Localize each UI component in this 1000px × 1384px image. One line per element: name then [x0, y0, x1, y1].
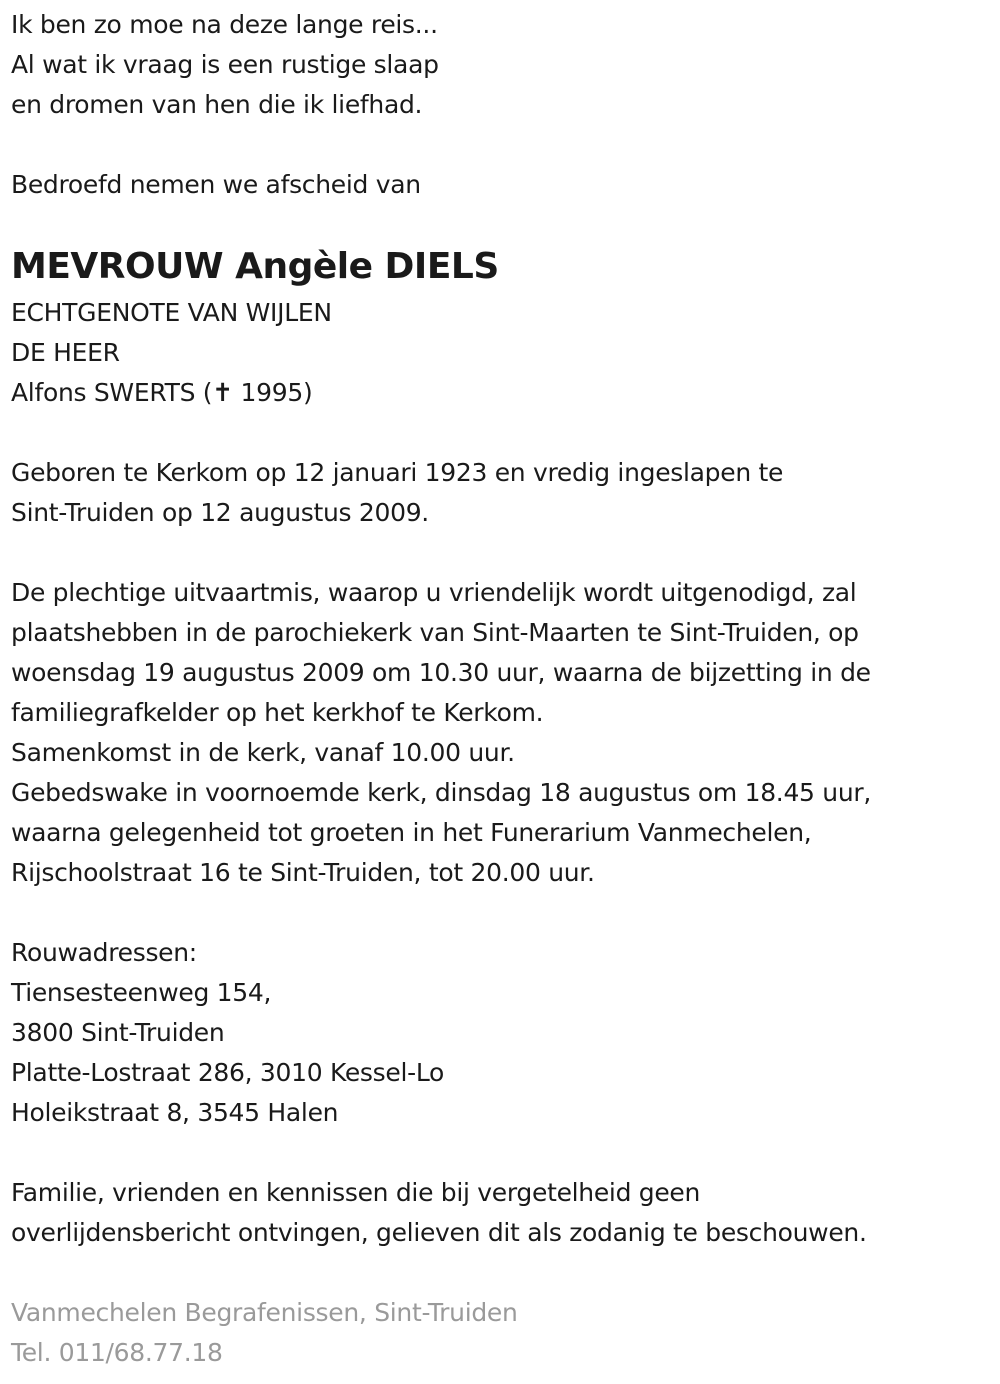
paragraph-line: waarna gelegenheid tot groeten in het Funerarium Vanmechelen,: [11, 818, 812, 847]
deceased-block: [11, 241, 986, 413]
obituary-notice: [11, 5, 986, 1373]
intro-text: Bedroefd nemen we afscheid van: [11, 170, 421, 199]
paragraph-line: Geboren te Kerkom op 12 januari 1923 en vredig ingeslapen te: [11, 458, 784, 487]
address-line: 3800 Sint-Truiden: [11, 1018, 225, 1047]
paragraph-line: Rijschoolstraat 16 te Sint-Truiden, tot 20.00 uur.: [11, 858, 595, 887]
birth-death-paragraph: [11, 453, 986, 533]
funeral-home-phone: Tel. 011/68.77.18: [11, 1338, 223, 1367]
poem-line: Ik ben zo moe na deze lange reis...: [11, 10, 438, 39]
paragraph-line: Sint-Truiden op 12 augustus 2009.: [11, 498, 429, 527]
paragraph-line: woensdag 19 augustus 2009 om 10.30 uur, waarna de bijzetting in de: [11, 658, 871, 687]
paragraph-line: plaatshebben in de parochiekerk van Sint-Maarten te Sint-Truiden, op: [11, 618, 859, 647]
deceased-name: MEVROUW Angèle DIELS: [11, 246, 499, 287]
address-line: Tiensesteenweg 154,: [11, 978, 272, 1007]
paragraph-line: Gebedswake in voornoemde kerk, dinsdag 18 augustus om 18.45 uur,: [11, 778, 872, 807]
addresses-heading: Rouwadressen:: [11, 938, 197, 967]
paragraph-line: Samenkomst in de kerk, vanaf 10.00 uur.: [11, 738, 515, 767]
paragraph-line: Familie, vrienden en kennissen die bij vergetelheid geen: [11, 1178, 701, 1207]
address-line: Platte-Lostraat 286, 3010 Kessel-Lo: [11, 1058, 445, 1087]
paragraph-line: overlijdensbericht ontvingen, gelieven dit als zodanig te beschouwen.: [11, 1218, 867, 1247]
address-line: Holeikstraat 8, 3545 Halen: [11, 1098, 339, 1127]
poem-line: en dromen van hen die ik liefhad.: [11, 90, 423, 119]
funeral-home-footer: [11, 1293, 986, 1373]
mourning-addresses: [11, 933, 986, 1133]
ceremony-paragraph: [11, 573, 986, 893]
paragraph-line: familiegrafkelder op het kerkhof te Kerkom.: [11, 698, 544, 727]
spouse-line: Alfons SWERTS (✝ 1995): [11, 378, 313, 407]
paragraph-line: De plechtige uitvaartmis, waarop u vriendelijk wordt uitgenodigd, zal: [11, 578, 857, 607]
funeral-home-name: Vanmechelen Begrafenissen, Sint-Truiden: [11, 1298, 518, 1327]
poem: [11, 5, 986, 125]
notice-paragraph: [11, 1173, 986, 1253]
relation-line: DE HEER: [11, 338, 120, 367]
poem-line: Al wat ik vraag is een rustige slaap: [11, 50, 439, 79]
relation-line: ECHTGENOTE VAN WIJLEN: [11, 298, 332, 327]
